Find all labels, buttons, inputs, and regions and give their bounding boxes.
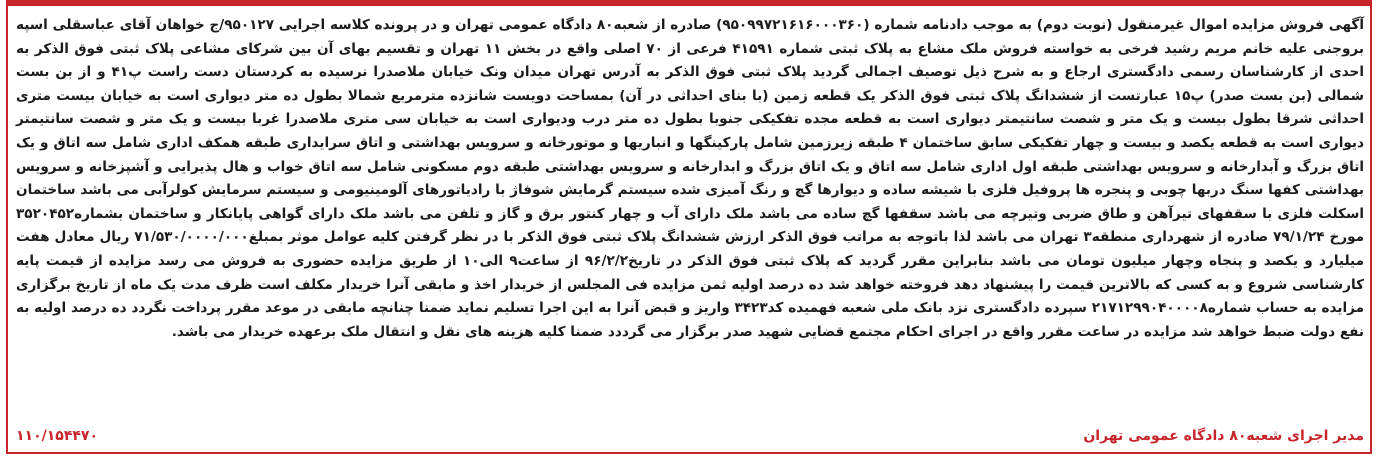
notice-signature: مدیر اجرای شعبه۸۰ دادگاه عمومی تهران [1083,428,1364,444]
notice-footer [16,428,1364,450]
notice-ad-code: ۱۱۰/۱۵۴۴۷۰ [16,428,99,444]
notice-body: آگهی فروش مزایده اموال غیرمنقول (نوبت دوم) به موجب دادنامه شماره (۹۵۰۹۹۷۲۱۶۱۶۰۰۰۳۶۰) صادره از شعبه۸۰ دادگاه عمومی تهران و در پرونده کلاسه اجرایی ۹۵۰۱۲۷/ج خواهان آقای عباسقلی اسپه بروجنی علیه خانم مریم رشید فرخی به خواسته فروش ملک مشاع به پلاک ثبتی شماره ۴۱۵۹۱ فرعی از ۷۰ اصلی واقع در بخش ۱۱ تهران و تقسیم بهای آن بین شرکای مشاعی پلاک ثبتی فوق الذکر به احدی از کارشناسان رسمی دادگستری ارجاع و به شرح ذیل توصیف اجمالی گردید پلاک ثبتی فوق الذکر به آدرس تهران میدان ونک خیابان ملاصدرا نرسیده به کردستان دست راست پ۴۱ و از بن بست شمالی (بن بست صدر) پ۱۵ عبارتست از ششدانگ پلاک ثبتی فوق الذکر یک قطعه زمین (با بنای احداثی در آن) بمساحت دویست شانزده مترمربع شمالا بطول ده متر دیواری است به خیابان بیست متری احداثی شرقا بطول بیست و یک متر و شصت سانتیمتر دیواری است به قطعه مجده تفکیکی جنوبا بطول ده متر درب ودیواری است به خیابان سی متری ملاصدرا غربا بیست و یک متر و شصت سانتیمتر دیواری است به قطعه یکصد و بیست و چهار تفکیکی سابق ساختمان ۴ طبقه زیرزمین شامل پارکینگها و انباریها و موتورخانه و سرویس بهداشتی و اتاق سرایداری طبقه همکف اداری شامل سه اتاق و یک اتاق بزرگ و آبدارخانه و سرویس بهداشتی طبقه اول اداری شامل سه اتاق و یک اتاق بزرگ و ابدارخانه و سرویس بهداشتی طبقه دوم مسکونی شامل سه اتاق خواب و هال پذیرایی و آشپزخانه و سرویس بهداشتی کفها سنگ دربها چوبی و پنجره ها پروفیل فلزی با شیشه ساده و دیوارها گچ و رنگ آمیزی شده سیستم گرمایش شوفاژ با رادیاتورهای آلومینیومی و سیستم سرمایش کولرآبی می باشد ساختمان اسکلت فلزی با سقفهای تیرآهن و طاق ضربی وتیرچه می باشد سقفها گچ ساده می باشد ملک دارای آب و چهار کنتور برق و گاز و تلفن می باشد ملک دارای گواهی پایانکار و ساختمان بشماره۳۵۲۰۴۵۲ مورخ ۷۹/۱/۲۴ صادره از شهرداری منطقه۳ تهران می باشد لذا باتوجه به مراتب فوق الذکر ارزش ششدانگ پلاک ثبتی فوق الذکر با در نظر گرفتن کلیه عوامل موثر بمبلغ۷۱/۵۳۰/۰۰۰۰/۰۰۰ ریال معادل هفت میلیارد و یکصد و پنجاه وچهار میلیون تومان می باشد بنابراین مقرر گردید که پلاک ثبتی فوق الذکر در تاریخ۹۶/۲/۲ از ساعت۹ الی۱۰ از طریق مزایده حضوری به فروش می رسد مزایده از قیمت پایه کارشناسی شروع و به کسی که بالاترین قیمت را پیشنهاد دهد فروخته خواهد شد ده درصد اولیه ثمن مزایده فی المجلس از خریدار اخذ و مابقی آنرا خریدار مکلف است ظرف مدت یک ماه از تاریخ برگزاری مزایده به حساب شماره۲۱۷۱۲۹۹۰۴۰۰۰۰۸ سپرده دادگستری نزد بانک ملی شعبه فهمیده کد۳۴۲۳ واریز و قبض آنرا به این اجرا تسلیم نماید ضمنا چنانچه مابقی در موعد مقرر پرداخت نگردد ده درصد اولیه به نفع دولت ضبط خواهد شد مزایده در ساعت مقرر واقع در اجرای احکام مجتمع قضایی شهید صدر برگزار می گرددد ضمنا کلیه هزینه های نقل و انتقال ملک برعهده خریدار می باشد. [16,17,1365,340]
